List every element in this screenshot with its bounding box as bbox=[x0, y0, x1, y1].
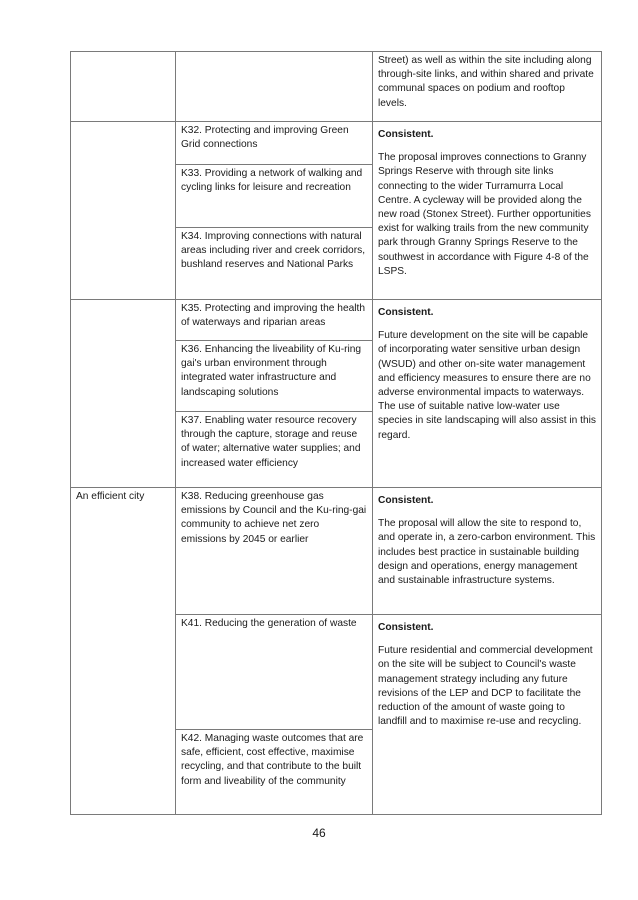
response-text: Future development on the site will be capable of incorporating water sensitive urban design (WSUD) and other on-site water management and efficiency measures to ensure there are no adverse environmental impacts to waterways. The use of suitable native low-water use species in site landscaping will also assist in this regard. bbox=[378, 330, 597, 441]
table-row bbox=[71, 122, 602, 165]
action-text: K37. Enabling water resource recovery through the capture, storage and reuse of water; alternative water supplies; and increased water efficiency bbox=[181, 415, 361, 469]
action-text: K36. Enhancing the liveability of Ku-ring gai's urban environment through integrated water infrastructure and landscaping solutions bbox=[181, 344, 362, 398]
response-cell bbox=[373, 615, 602, 815]
table-row bbox=[71, 488, 602, 615]
response-text: Street) as well as within the site including along through-site links, and within shared and private communal spaces on podium and rooftop levels. bbox=[378, 55, 594, 109]
response-text: The proposal will allow the site to respond to, and operate in, a zero-carbon environment. This includes best practice in sustainable building design and operations, energy management and sustainable infrastructure systems. bbox=[378, 518, 596, 587]
action-cell bbox=[176, 165, 373, 228]
page-number: 46 bbox=[312, 826, 326, 840]
action-cell bbox=[176, 730, 373, 815]
action-text: K34. Improving connections with natural areas including river and creek corridors, bushland reserves and National Parks bbox=[181, 231, 366, 271]
action-text: K35. Protecting and improving the health of waterways and riparian areas bbox=[181, 303, 366, 329]
action-text: K42. Managing waste outcomes that are safe, efficient, cost effective, maximise recycling, and that contribute to the built form and liveability of the community bbox=[181, 733, 364, 787]
table-row bbox=[71, 52, 602, 122]
theme-label: An efficient city bbox=[76, 491, 145, 502]
action-cell bbox=[176, 341, 373, 412]
strategy-consistency-table bbox=[70, 51, 602, 815]
action-cell bbox=[176, 615, 373, 730]
response-text: Future residential and commercial development on the site will be subject to Council's waste management strategy including any future revisions of the LEP and DCP to facilitate the reduction of the amount of waste going to landfill and to maximise re-use and recycling. bbox=[378, 645, 593, 728]
response-cell bbox=[373, 52, 602, 122]
action-cell bbox=[176, 52, 373, 122]
action-text: K38. Reducing greenhouse gas emissions by Council and the Ku-ring-gai community to achieve net zero emissions by 2045 or earlier bbox=[181, 491, 367, 545]
action-cell bbox=[176, 412, 373, 488]
action-cell bbox=[176, 228, 373, 300]
action-text: K32. Protecting and improving Green Grid connections bbox=[181, 125, 349, 151]
verdict-label: Consistent. bbox=[378, 129, 434, 140]
response-cell bbox=[373, 488, 602, 615]
verdict-label: Consistent. bbox=[378, 307, 434, 318]
response-cell bbox=[373, 300, 602, 488]
theme-cell bbox=[71, 122, 176, 300]
theme-cell bbox=[71, 488, 176, 815]
theme-cell bbox=[71, 52, 176, 122]
verdict-label: Consistent. bbox=[378, 495, 434, 506]
action-cell bbox=[176, 122, 373, 165]
response-text: The proposal improves connections to Granny Springs Reserve with through site links connecting to the wider Turramurra Local Centre. A cycleway will be provided along the new road (Stonex Street). Further opportunities exist for walking trails from the new community park through Granny Springs Reserve to the southwest in accordance with Figure 4-8 of the LSPS. bbox=[378, 152, 591, 277]
theme-cell bbox=[71, 300, 176, 488]
response-cell bbox=[373, 122, 602, 300]
action-text: K33. Providing a network of walking and cycling links for leisure and recreation bbox=[181, 168, 363, 194]
table-row bbox=[71, 300, 602, 341]
action-text: K41. Reducing the generation of waste bbox=[181, 618, 357, 629]
action-cell bbox=[176, 488, 373, 615]
action-cell bbox=[176, 300, 373, 341]
verdict-label: Consistent. bbox=[378, 622, 434, 633]
